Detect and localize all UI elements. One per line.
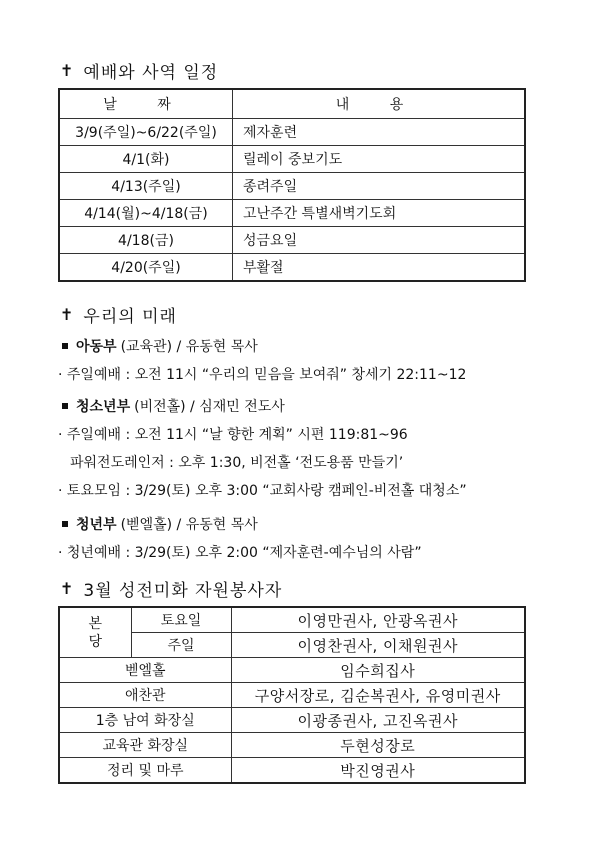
schedule-table: [58, 88, 526, 282]
table-row: [59, 173, 525, 200]
schedule-header-row: [59, 89, 525, 119]
volunteer-names: 이광종권사, 고진옥권사: [231, 708, 525, 733]
main-hall-label: [59, 607, 131, 658]
volunteer-title-text: 3월 성전미화 자원봉사자: [83, 581, 283, 601]
schedule-date: 4/13(주일): [59, 173, 233, 200]
content-column-header: 내 용: [233, 89, 526, 119]
cross-icon: ✝: [60, 61, 74, 80]
date-column-header: 날 짜: [59, 89, 233, 119]
schedule-content: 부활절: [233, 254, 526, 282]
schedule-content: 종려주일: [233, 173, 526, 200]
schedule-date: 4/18(금): [59, 227, 233, 254]
table-row: [59, 607, 525, 633]
main-hall-label-text: 본 당: [88, 615, 103, 650]
table-row: [59, 758, 525, 784]
group-heading-children: [62, 336, 258, 356]
schedule-section-title: [60, 58, 218, 83]
cross-icon: ✝: [60, 579, 74, 598]
schedule-content: 릴레이 중보기도: [233, 146, 526, 173]
table-row: [59, 254, 525, 282]
volunteer-place: 애찬관: [59, 683, 231, 708]
volunteer-place: 주일: [131, 633, 231, 658]
schedule-date: 4/14(월)~4/18(금): [59, 200, 233, 227]
volunteer-names: 두현성장로: [231, 733, 525, 758]
future-title-text: 우리의 미래: [83, 307, 177, 327]
group-heading-youth: [62, 396, 285, 416]
table-row: [59, 733, 525, 758]
square-bullet-icon: [62, 343, 68, 349]
volunteer-section-title: [60, 576, 282, 601]
group-name: 청소년부: [76, 399, 131, 415]
volunteer-names: 이영찬권사, 이채원권사: [231, 633, 525, 658]
table-row: [59, 658, 525, 683]
volunteer-names: 이영만권사, 안광옥권사: [231, 607, 525, 633]
volunteer-place: 벧엘홀: [59, 658, 231, 683]
volunteer-table: [58, 606, 526, 784]
table-row: [59, 708, 525, 733]
cross-icon: ✝: [60, 305, 74, 324]
square-bullet-icon: [62, 521, 68, 527]
volunteer-names: 구양서장로, 김순복권사, 유영미권사: [231, 683, 525, 708]
schedule-content: 제자훈련: [233, 119, 526, 146]
schedule-line: · 주일예배 : 오전 11시 “우리의 믿음을 보여줘” 창세기 22:11~12: [58, 367, 467, 383]
schedule-line: · 주일예배 : 오전 11시 “날 향한 계획” 시편 119:81~96: [58, 427, 408, 443]
group-detail: (교육관) / 유동현 목사: [120, 339, 258, 355]
volunteer-names: 임수희집사: [231, 658, 525, 683]
table-row: [59, 146, 525, 173]
group-detail: (벧엘홀) / 유동현 목사: [120, 517, 258, 533]
table-row: [59, 119, 525, 146]
group-heading-young-adults: [62, 514, 258, 534]
volunteer-place: 1층 남여 화장실: [59, 708, 231, 733]
volunteer-place: 토요일: [131, 607, 231, 633]
schedule-content: 고난주간 특별새벽기도회: [233, 200, 526, 227]
schedule-title-text: 예배와 사역 일정: [83, 63, 219, 83]
schedule-date: 3/9(주일)~6/22(주일): [59, 119, 233, 146]
group-detail: (비전홀) / 심재민 전도사: [134, 399, 285, 415]
schedule-content: 성금요일: [233, 227, 526, 254]
schedule-date: 4/20(주일): [59, 254, 233, 282]
future-section-title: [60, 302, 177, 327]
table-row: [59, 227, 525, 254]
schedule-line: 파워전도레인저 : 오후 1:30, 비전홀 ‘전도용품 만들기’: [70, 455, 404, 471]
volunteer-names: 박진영권사: [231, 758, 525, 784]
schedule-line: · 토요모임 : 3/29(토) 오후 3:00 “교회사랑 캠페인-비전홀 대청소”: [58, 483, 467, 499]
volunteer-place: 교육관 화장실: [59, 733, 231, 758]
group-name: 청년부: [76, 517, 117, 533]
group-name: 아동부: [76, 339, 117, 355]
schedule-line: · 청년예배 : 3/29(토) 오후 2:00 “제자훈련-예수님의 사람”: [58, 545, 422, 561]
table-row: [59, 200, 525, 227]
volunteer-place: 정리 및 마루: [59, 758, 231, 784]
schedule-date: 4/1(화): [59, 146, 233, 173]
square-bullet-icon: [62, 403, 68, 409]
table-row: [59, 683, 525, 708]
